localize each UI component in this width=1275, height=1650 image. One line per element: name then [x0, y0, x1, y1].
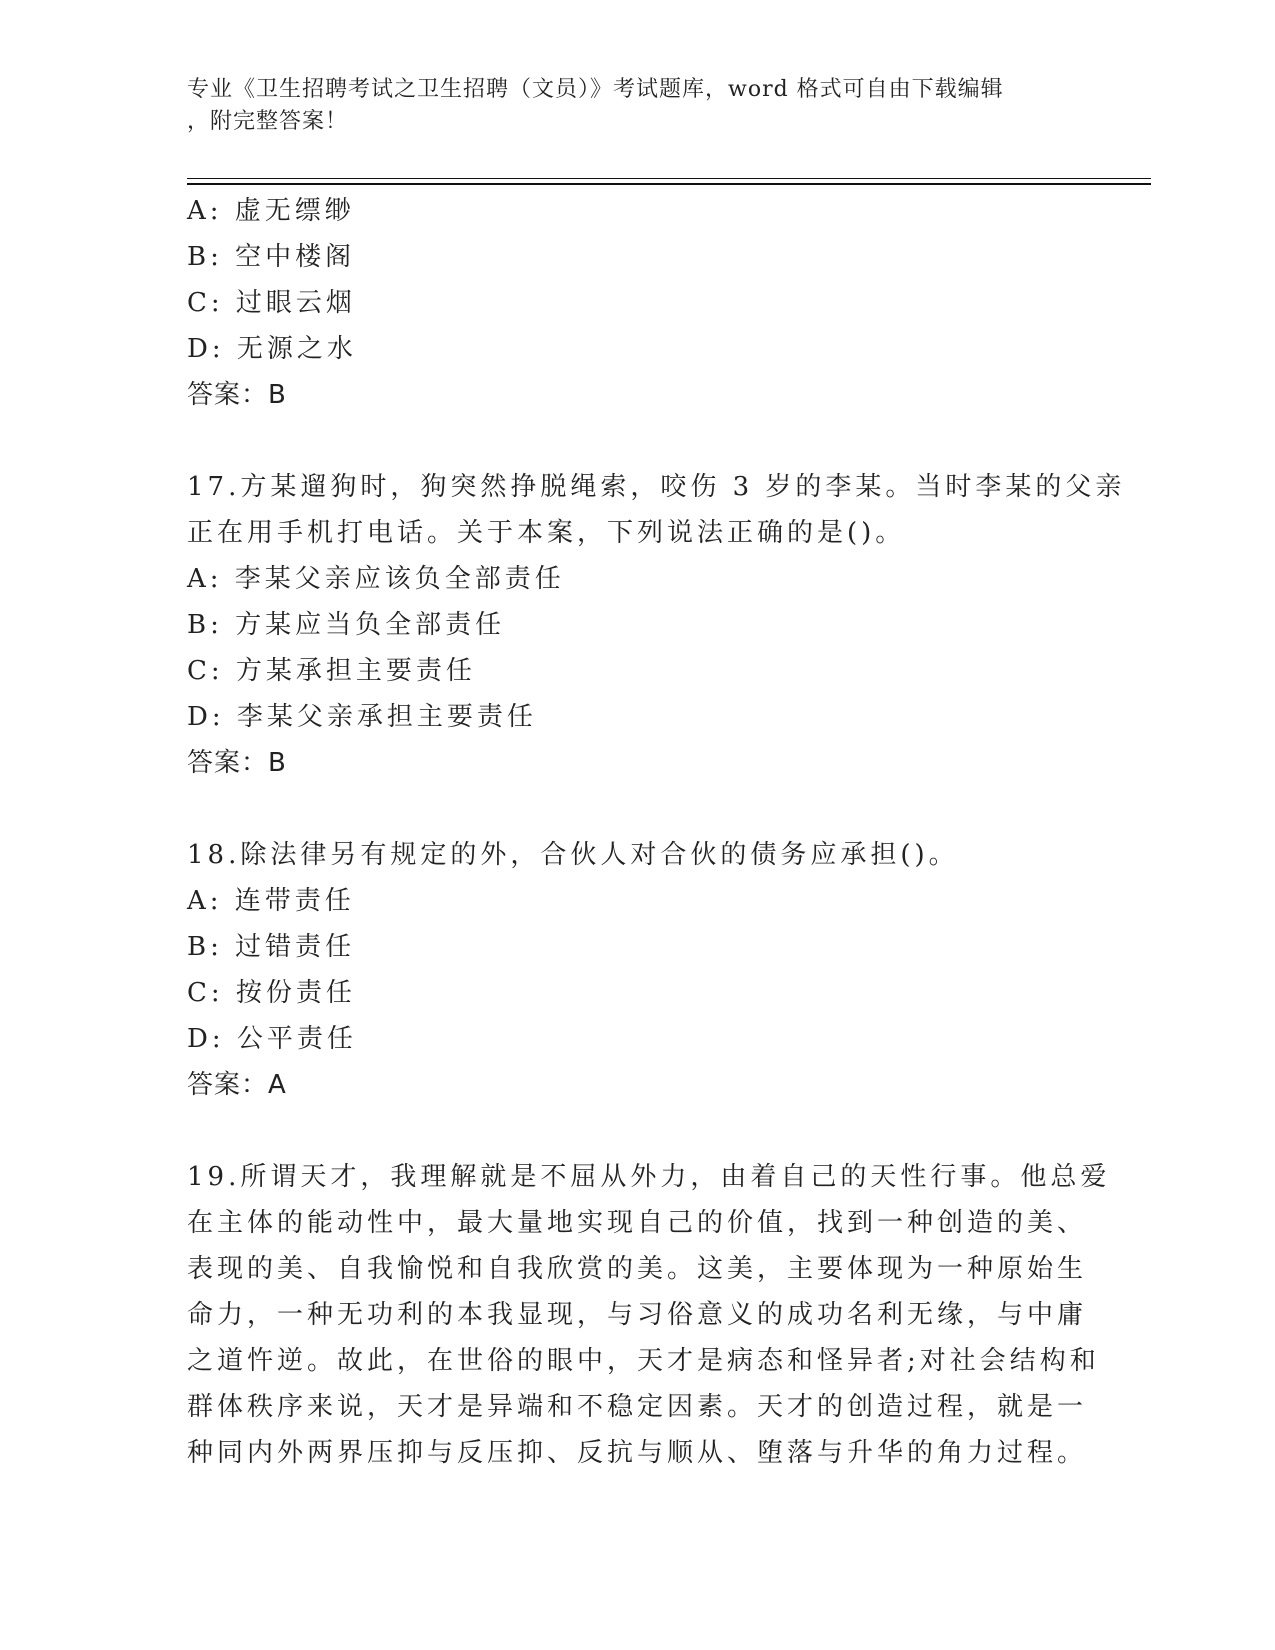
question-16 [187, 188, 1067, 418]
answer-line: 答案：A [187, 1070, 287, 1100]
question-19 [187, 1154, 1111, 1476]
document-header [187, 74, 1067, 138]
spacer [187, 418, 1067, 464]
question-18 [187, 832, 1067, 1108]
option-b: B: 方某应当负全部责任 [187, 610, 506, 640]
answer-line: 答案：B [187, 748, 287, 778]
passage-line-2: 在主体的能动性中，最大量地实现自己的价值，找到一种创造的美、 [187, 1208, 1088, 1238]
option-c: C: 按份责任 [187, 978, 356, 1008]
passage-line-4: 命力，一种无功利的本我显现，与习俗意义的成功名利无缘，与中庸 [187, 1300, 1088, 1330]
option-b: B: 过错责任 [187, 932, 356, 962]
header-line-2: ，附完整答案！ [187, 109, 349, 134]
question-stem: 18.除法律另有规定的外，合伙人对合伙的债务应承担()。 [187, 840, 959, 870]
option-a: A: 虚无缥缈 [187, 196, 355, 226]
passage-line-7: 种同内外两界压抑与反压抑、反抗与顺从、堕落与升华的角力过程。 [187, 1438, 1088, 1468]
option-d: D: 李某父亲承担主要责任 [187, 702, 537, 732]
option-d: D: 公平责任 [187, 1024, 357, 1054]
document-body [187, 188, 1126, 1476]
question-stem-line-1: 17.方某遛狗时，狗突然挣脱绳索，咬伤 3 岁的李某。当时李某的父亲 [187, 472, 1126, 502]
answer-line: 答案：B [187, 380, 287, 410]
header-divider-thin [187, 178, 1151, 179]
header-divider-thick [187, 183, 1151, 185]
option-a: A: 李某父亲应该负全部责任 [187, 564, 565, 594]
passage-line-1: 19.所谓天才，我理解就是不屈从外力，由着自己的天性行事。他总爱 [187, 1162, 1111, 1192]
spacer [187, 786, 1067, 832]
header-line-1: 专业《卫生招聘考试之卫生招聘（文员）》考试题库，word 格式可自由下载编辑 [187, 77, 1004, 102]
spacer [187, 1108, 1067, 1154]
option-c: C: 方某承担主要责任 [187, 656, 476, 686]
question-17 [187, 464, 1126, 786]
passage-line-3: 表现的美、自我愉悦和自我欣赏的美。这美，主要体现为一种原始生 [187, 1254, 1088, 1284]
question-stem-line-2: 正在用手机打电话。关于本案，下列说法正确的是()。 [187, 518, 906, 548]
option-b: B: 空中楼阁 [187, 242, 356, 272]
option-c: C: 过眼云烟 [187, 288, 356, 318]
passage-line-5: 之道忤逆。故此，在世俗的眼中，天才是病态和怪异者;对社会结构和 [187, 1346, 1100, 1376]
passage-line-6: 群体秩序来说，天才是异端和不稳定因素。天才的创造过程，就是一 [187, 1392, 1088, 1422]
option-d: D: 无源之水 [187, 334, 357, 364]
option-a: A: 连带责任 [187, 886, 355, 916]
